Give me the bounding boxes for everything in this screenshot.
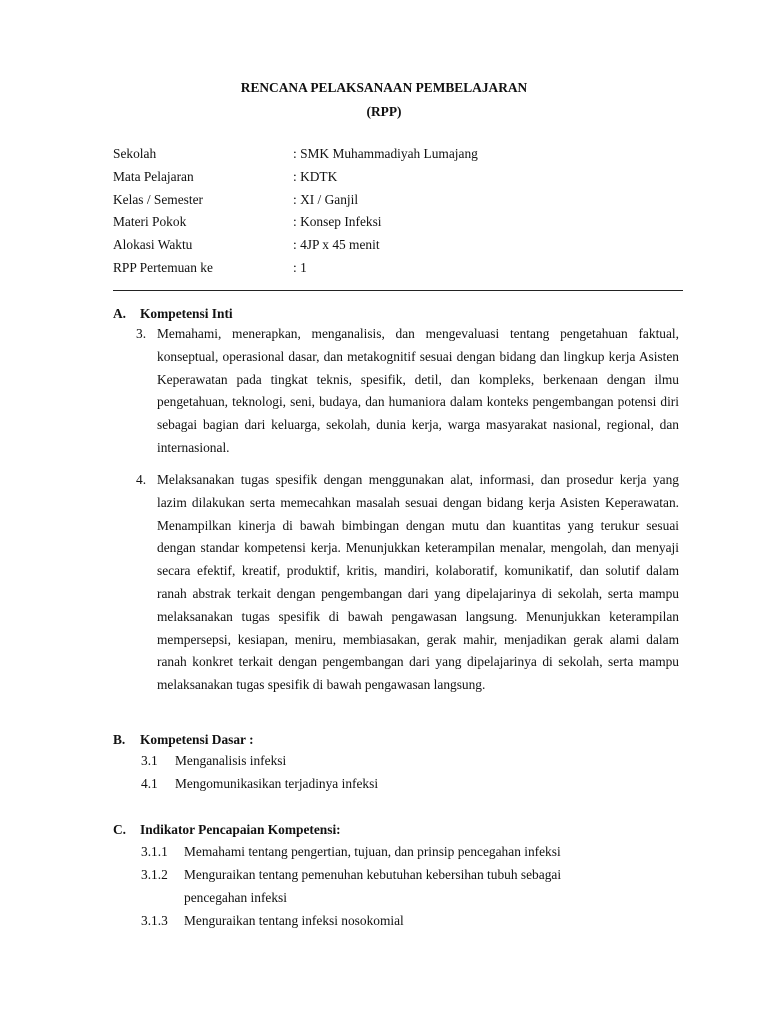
item-number: 3.1.1: [141, 844, 168, 859]
identity-value: : XI / Ganjil: [293, 192, 359, 207]
item-text: Mengomunikasikan terjadinya infeksi: [175, 776, 379, 791]
item-number: 3.1.3: [141, 913, 168, 928]
section-title: Kompetensi Dasar :: [140, 732, 254, 747]
document-subtitle: (RPP): [366, 104, 402, 119]
identity-row-alokasi-waktu: [113, 237, 713, 255]
kompetensi-inti-item-3: [136, 323, 679, 460]
kompetensi-dasar-item: [141, 776, 378, 792]
item-text: Melaksanakan tugas spesifik dengan menggunakan alat, informasi, dan prosedur kerja yang lazim dilakukan serta memecahkan masalah sesuai dengan bidang kerja Asisten Keperawatan. Menampilkan kinerja di bawah bimbingan dengan mutu dan kuantitas yang terukur sesuai dengan standar kompetensi kerja. Menunjukkan keterampilan menalar, mengolah, dan menyaji secara efektif, kreatif, produktif, kritis, mandiri, kolaboratif, komunikatif, dan solutif dalam ranah abstrak terkait dengan pengembangan dari yang dipelajarinya di sekolah, serta mampu melaksanakan tugas spesifik di bawah pengawasan langsung. Menunjukkan keterampilan mempersepsi, kesiapan, meniru, membiasakan, gerak mahir, menjadikan gerak alami dalam ranah konkret terkait dengan pengembangan dari yang dipelajarinya di sekolah, serta mampu melaksanakan tugas spesifik di bawah pengawasan langsung.: [157, 472, 679, 693]
section-letter: A.: [113, 306, 127, 321]
item-number: 4.: [136, 472, 147, 487]
identity-value: : 4JP x 45 menit: [293, 237, 380, 252]
identity-key: Mata Pelajaran: [113, 169, 194, 184]
section-b-heading: [113, 732, 254, 748]
identity-key: RPP Pertemuan ke: [113, 260, 213, 275]
document-title: RENCANA PELAKSANAAN PEMBELAJARAN: [240, 80, 528, 95]
section-title: Indikator Pencapaian Kompetensi:: [140, 822, 341, 837]
identity-row-materi-pokok: [113, 214, 713, 232]
section-c-heading: [113, 822, 341, 838]
section-a-heading: [113, 306, 233, 322]
identity-key: Sekolah: [113, 146, 157, 161]
identity-row-mata-pelajaran: [113, 169, 713, 187]
item-text: Memahami tentang pengertian, tujuan, dan prinsip pencegahan infeksi: [184, 844, 561, 859]
kompetensi-dasar-item: [141, 753, 286, 769]
indikator-item: [141, 863, 621, 909]
section-letter: B.: [113, 732, 126, 747]
identity-row-sekolah: [113, 146, 713, 164]
identity-value: : SMK Muhammadiyah Lumajang: [293, 146, 478, 161]
item-number: 3.1.2: [141, 867, 168, 882]
item-text: Menganalisis infeksi: [175, 753, 287, 768]
identity-value: : Konsep Infeksi: [293, 214, 382, 229]
identity-row-kelas-semester: [113, 192, 713, 210]
item-number: 3.1: [141, 753, 158, 768]
identity-value: : KDTK: [293, 169, 338, 184]
identity-row-rpp-pertemuan: [113, 260, 713, 278]
item-number: 4.1: [141, 776, 158, 791]
section-letter: C.: [113, 822, 127, 837]
identity-key: Materi Pokok: [113, 214, 187, 229]
identity-value: : 1: [293, 260, 307, 275]
item-text: Memahami, menerapkan, menganalisis, dan mengevaluasi tentang pengetahuan faktual, konseptual, operasional dasar, dan metakognitif sesuai dengan bidang dan lingkup kerja Asisten Keperawatan pada tingkat teknis, spesifik, detil, dan kompleks, berkenaan dengan ilmu pengetahuan, teknologi, seni, budaya, dan humaniora dalam konteks pengembangan potensi diri sebagai bagian dari keluarga, sekolah, dunia kerja, warga masyarakat nasional, regional, dan internasional.: [157, 326, 679, 455]
header-divider: [113, 290, 683, 291]
item-number: 3.: [136, 326, 147, 341]
item-text: Menguraikan tentang infeksi nosokomial: [184, 913, 404, 928]
identity-key: Alokasi Waktu: [113, 237, 193, 252]
kompetensi-inti-item-4: [136, 469, 679, 697]
indikator-item: [141, 840, 621, 863]
item-text: Menguraikan tentang pemenuhan kebutuhan kebersihan tubuh sebagai pencegahan infeksi: [184, 867, 562, 905]
identity-key: Kelas / Semester: [113, 192, 203, 207]
section-title: Kompetensi Inti: [140, 306, 233, 321]
indikator-item: [141, 909, 621, 932]
